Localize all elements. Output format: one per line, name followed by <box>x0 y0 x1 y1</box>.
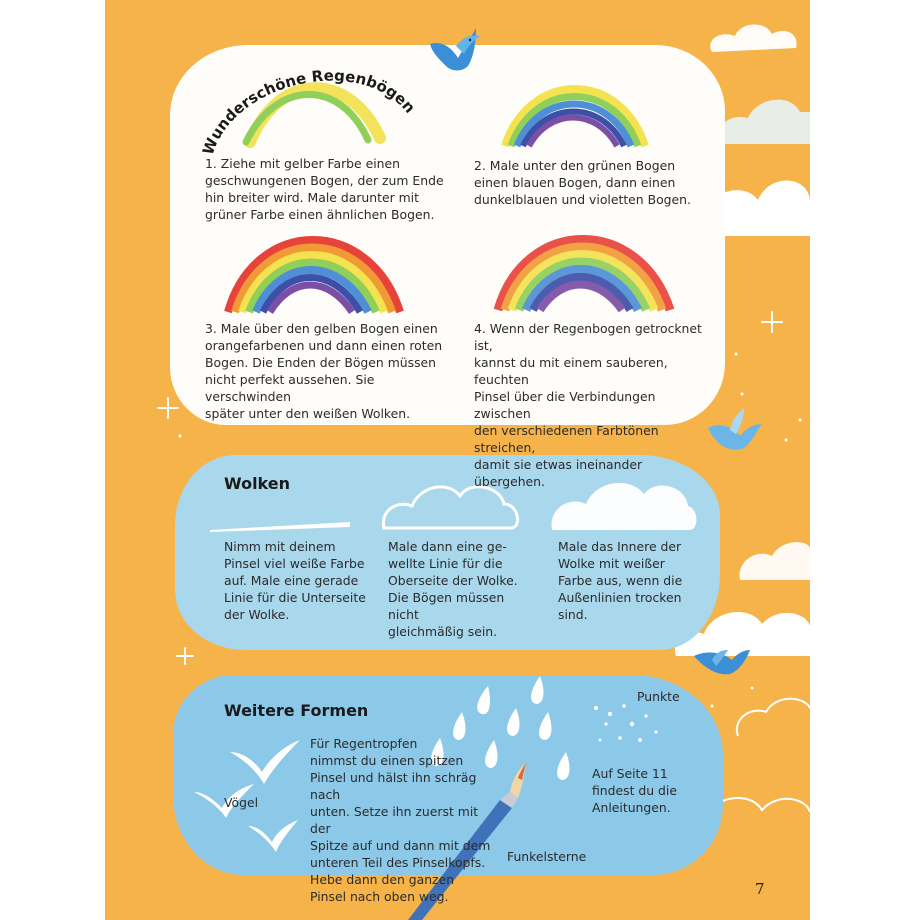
wolken-step-3-text: Male das Innere der Wolke mit weißer Farbe aus, wenn die Außenlinien trocken sind. <box>558 539 683 622</box>
funkelsterne-label: Funkelsterne <box>507 849 587 864</box>
dots-illustration <box>594 704 658 742</box>
bird-icon <box>430 28 480 71</box>
wolken-step-1-text: Nimm mit deinem Pinsel viel weiße Farbe auf. Male eine gerade Linie für die Unterseite der Wolke. <box>224 539 366 622</box>
punkte-label: Punkte <box>637 689 680 704</box>
weitere-formen-heading: Weitere Formen <box>224 701 369 720</box>
rainbow-step-4 <box>498 240 670 311</box>
bird-icon <box>708 408 762 450</box>
rainbow-step-3-text: 3. Male über den gelben Bogen einen orangefarbenen und dann einen roten Bogen. Die Enden der Bögen müssen nicht perfekt aussehen. Sie verschwinden später unter den weißen Wolken. <box>205 321 443 421</box>
bird-icon <box>694 650 750 674</box>
seite-hinweis-text: Auf Seite 11 findest du die Anleitungen. <box>592 766 677 815</box>
regentropfen-text: Für Regentropfen nimmst du einen spitzen Pinsel und hälst ihn schräg nach unten. Setze ihn zuerst mit der Spitze auf und dann mit dem unteren Teil des Pinselkopfs. Hebe dann den ganzen Pinsel nach oben weg. <box>310 736 491 904</box>
cloud-outline-illustration <box>383 487 517 528</box>
svg-text:Wunderschöne Regenbögen: Wunderschöne Regenbögen <box>198 66 419 158</box>
rainbow-step-1 <box>246 88 380 142</box>
rainbow-step-2 <box>505 89 645 146</box>
rainbow-step-3 <box>228 240 400 312</box>
rainbow-step-1-text: 1. Ziehe mit gelber Farbe einen geschwungenen Bogen, der zum Ende hin breiter wird. Male darunter mit grüner Farbe einen ähnlichen Bogen. <box>205 156 444 222</box>
wolken-step-2-text: Male dann eine ge- wellte Linie für die Oberseite der Wolke. Die Bögen müssen nicht gleichmäßig sein. <box>388 539 518 639</box>
cloud-stroke-line <box>210 522 350 532</box>
rainbow-step-4-text: 4. Wenn der Regenbogen getrocknet ist, kannst du mit einem sauberen, feuchten Pinsel über die Verbindungen zwischen den verschiedenen Farbtönen streichen, damit sie etwas ineinander übergehen. <box>474 321 702 489</box>
rainbow-step-2-text: 2. Male unter den grünen Bogen einen blauen Bogen, dann einen dunkelblauen und violetten Bogen. <box>474 158 691 207</box>
voegel-label: Vögel <box>224 795 259 810</box>
page-number: 7 <box>755 880 765 898</box>
wolken-heading: Wolken <box>224 474 291 493</box>
